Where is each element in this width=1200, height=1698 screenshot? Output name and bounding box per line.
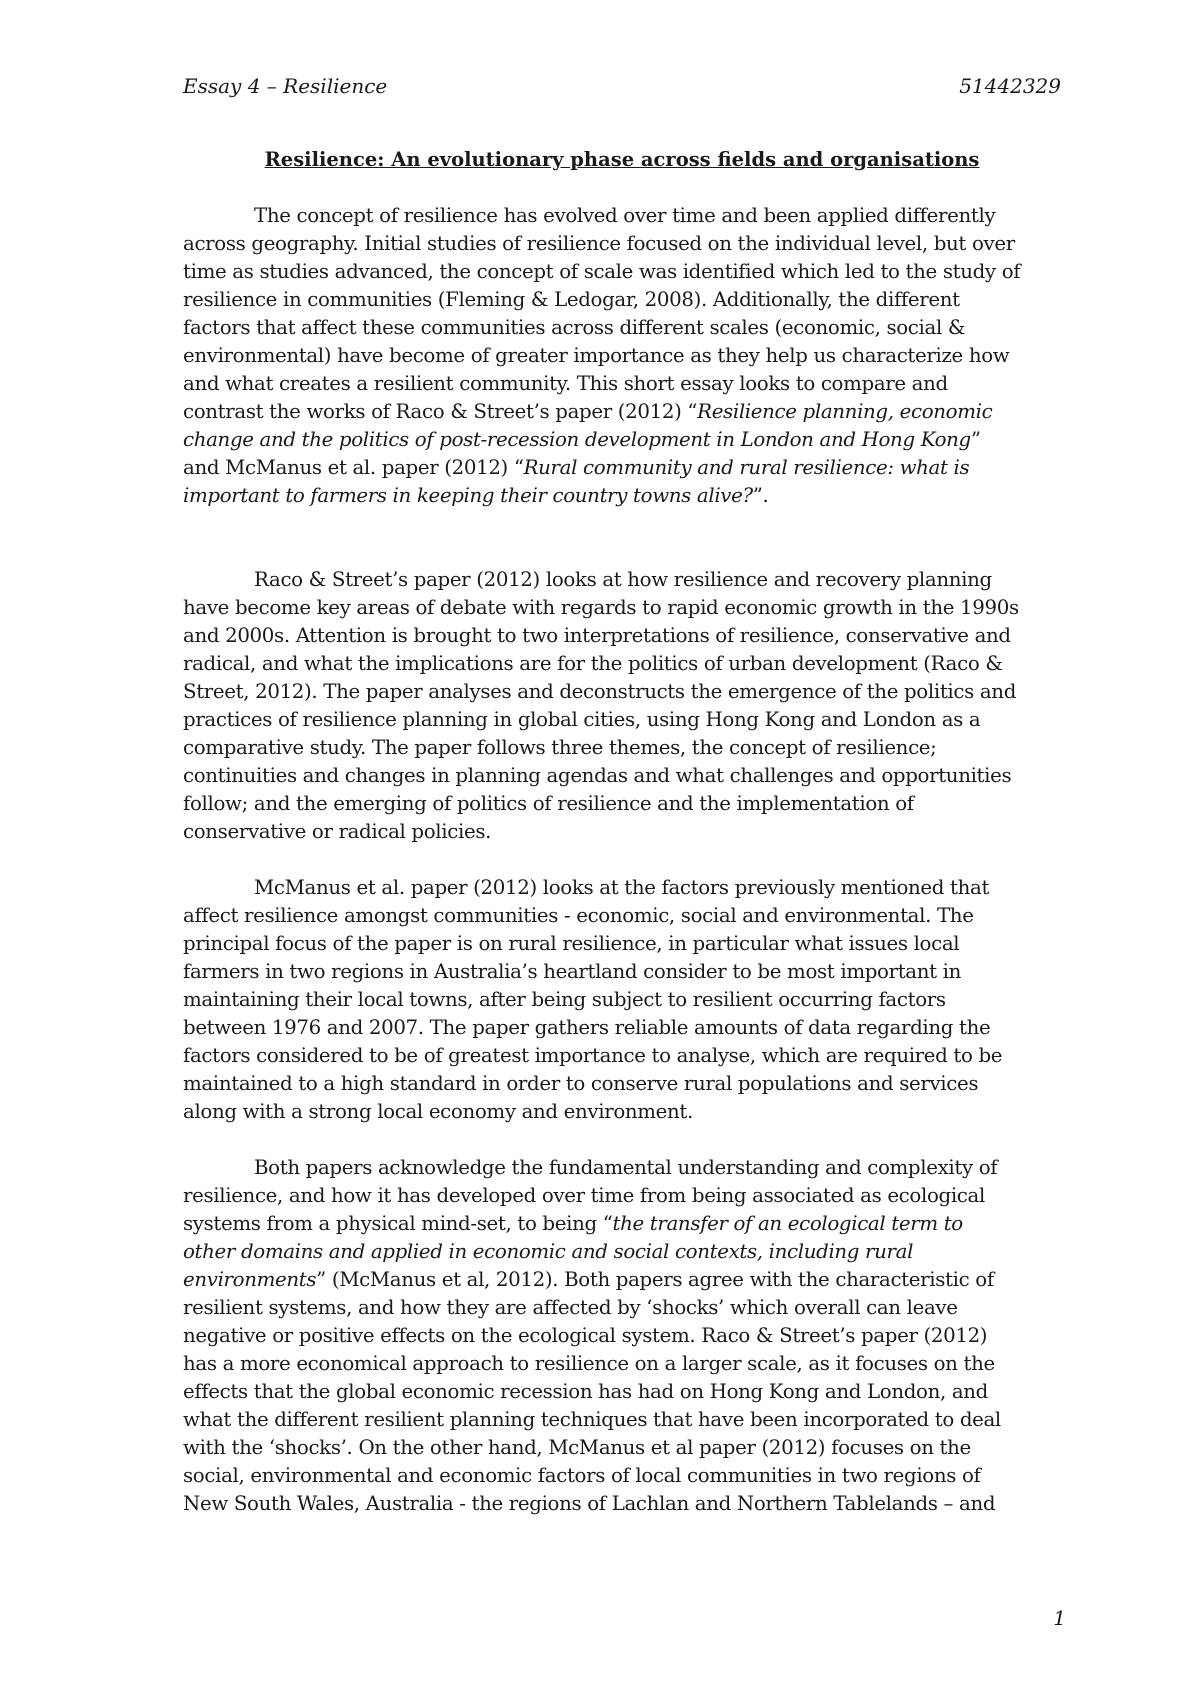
text-segment: maintaining their local towns, after being subject to resilient occurring factors: [183, 988, 946, 1011]
text-segment: follow; and the emerging of politics of resilience and the implementation of: [183, 792, 914, 815]
text-line: [183, 1098, 1013, 1126]
text-segment: radical, and what the implications are for the politics of urban development (Raco &: [183, 652, 1003, 675]
text-segment: have become key areas of debate with regards to rapid economic growth in the 1990s: [183, 596, 1019, 619]
text-segment: maintained to a high standard in order to conserve rural populations and services: [183, 1072, 979, 1095]
text-segment: farmers in two regions in Australia’s heartland consider to be most important in: [183, 960, 962, 983]
text-line: [183, 342, 1013, 370]
text-segment: resilience, and how it has developed over time from being associated as ecological: [183, 1184, 985, 1207]
text-segment: and 2000s. Attention is brought to two interpretations of resilience, conservative and: [183, 624, 1011, 647]
paragraph: [183, 874, 1013, 1126]
text-line: [183, 594, 1019, 622]
text-line: [183, 202, 1013, 230]
text-segment: ”.: [752, 484, 769, 507]
text-line: [183, 454, 1013, 482]
essay-title: Resilience: An evolutionary phase across fields and organisations: [264, 148, 980, 171]
text-line: [183, 902, 1013, 930]
text-segment: has a more economical approach to resilience on a larger scale, as it focuses on the: [183, 1352, 995, 1375]
page-number: 1: [1053, 1606, 1066, 1630]
text-segment: factors that affect these communities across different scales (economic, social &: [183, 316, 966, 339]
text-segment: The concept of resilience has evolved over time and been applied differently: [254, 204, 996, 227]
text-segment: factors considered to be of greatest importance to analyse, which are required to be: [183, 1044, 1003, 1067]
text-line: [183, 1462, 1013, 1490]
text-segment: what the different resilient planning techniques that have been incorporated to deal: [183, 1408, 1001, 1431]
text-segment: systems from a physical mind-set, to being “: [183, 1212, 613, 1235]
italic-quote-text: Rural community and rural resilience: what is: [523, 456, 970, 479]
text-line: [183, 734, 1013, 762]
text-segment: resilience in communities (Fleming & Ledogar, 2008). Additionally, the different: [183, 288, 960, 311]
text-line: [183, 1070, 1013, 1098]
essay-body: [183, 202, 1021, 1518]
italic-quote-text: the transfer of an ecological term to: [612, 1212, 963, 1235]
text-line: [183, 1350, 1013, 1378]
text-line: [183, 650, 1013, 678]
text-line: [183, 1238, 1013, 1266]
text-segment: time as studies advanced, the concept of scale was identified which led to the study of: [183, 260, 1021, 283]
text-segment: continuities and changes in planning agendas and what challenges and opportunities: [183, 764, 1012, 787]
text-line: [183, 286, 1013, 314]
text-line: [183, 818, 1013, 846]
text-line: [183, 230, 1013, 258]
text-segment: affect resilience amongst communities - economic, social and environmental. The: [183, 904, 974, 927]
text-line: [183, 930, 1013, 958]
text-segment: principal focus of the paper is on rural resilience, in particular what issues local: [183, 932, 960, 955]
page-header: [183, 74, 1061, 102]
text-segment: environmental) have become of greater importance as they help us characterize how: [183, 344, 1010, 367]
text-line: [183, 426, 1013, 454]
text-line: [183, 1294, 1013, 1322]
text-segment: social, environmental and economic factors of local communities in two regions of: [183, 1464, 981, 1487]
text-segment: practices of resilience planning in global cities, using Hong Kong and London as a: [183, 708, 981, 731]
text-line: [183, 1014, 1013, 1042]
text-line: [183, 1378, 1013, 1406]
italic-quote-text: change and the politics of post-recession development in London and Hong Kong: [183, 428, 971, 451]
paragraph: [183, 202, 1021, 510]
italic-quote-text: important to farmers in keeping their country towns alive?: [183, 484, 753, 507]
italic-quote-text: Resilience planning, economic: [697, 400, 993, 423]
text-line: [183, 1322, 1013, 1350]
text-segment: ” (McManus et al, 2012). Both papers agree with the characteristic of: [316, 1268, 994, 1291]
text-line: [183, 1154, 1013, 1182]
text-line: [183, 706, 1013, 734]
text-line: [183, 958, 1013, 986]
text-line: [183, 370, 1013, 398]
text-segment: with the ‘shocks’. On the other hand, McManus et al paper (2012) focuses on the: [183, 1436, 971, 1459]
text-line: [183, 622, 1013, 650]
text-line: [183, 1210, 1013, 1238]
header-student-id: 51442329: [959, 74, 1061, 98]
text-segment: between 1976 and 2007. The paper gathers reliable amounts of data regarding the: [183, 1016, 991, 1039]
text-segment: and what creates a resilient community. This short essay looks to compare and: [183, 372, 948, 395]
text-segment: negative or positive effects on the ecological system. Raco & Street’s paper (2012): [183, 1324, 988, 1347]
italic-quote-text: other domains and applied in economic and social contexts, including rural: [183, 1240, 914, 1263]
header-essay-title: Essay 4 – Resilience: [183, 74, 388, 98]
text-segment: Raco & Street’s paper (2012) looks at how resilience and recovery planning: [254, 568, 992, 591]
text-line: [183, 986, 1013, 1014]
text-line: [183, 790, 1013, 818]
italic-quote-text: environments: [183, 1268, 317, 1291]
text-line: [183, 482, 1013, 510]
text-line: [183, 762, 1013, 790]
text-segment: conservative or radical policies.: [183, 820, 492, 843]
paragraph: [183, 1154, 1013, 1518]
text-segment: effects that the global economic recession has had on Hong Kong and London, and: [183, 1380, 988, 1403]
text-line: [183, 1490, 1013, 1518]
text-line: [183, 678, 1017, 706]
text-segment: along with a strong local economy and environment.: [183, 1100, 693, 1123]
text-segment: resilient systems, and how they are affected by ‘shocks’ which overall can leave: [183, 1296, 958, 1319]
text-line: [183, 314, 1013, 342]
text-line: [183, 398, 1013, 426]
paragraph: [183, 566, 1019, 846]
text-line: [183, 1266, 1013, 1294]
text-segment: ”: [970, 428, 981, 451]
text-line: [183, 874, 1013, 902]
text-line: [183, 566, 1013, 594]
text-segment: New South Wales, Australia - the regions of Lachlan and Northern Tablelands – and: [183, 1492, 996, 1515]
text-segment: Street, 2012). The paper analyses and deconstructs the emergence of the politics and: [183, 680, 1017, 703]
text-segment: across geography. Initial studies of resilience focused on the individual level, but over: [183, 232, 1015, 255]
text-segment: and McManus et al. paper (2012) “: [183, 456, 524, 479]
text-line: [183, 1434, 1013, 1462]
text-segment: comparative study. The paper follows three themes, the concept of resilience;: [183, 736, 937, 759]
text-line: [183, 1042, 1013, 1070]
text-line: [183, 1182, 1013, 1210]
text-segment: McManus et al. paper (2012) looks at the factors previously mentioned that: [254, 876, 990, 899]
text-line: [183, 258, 1021, 286]
text-segment: contrast the works of Raco & Street’s paper (2012) “: [183, 400, 698, 423]
text-segment: Both papers acknowledge the fundamental understanding and complexity of: [254, 1156, 998, 1179]
text-line: [183, 1406, 1013, 1434]
